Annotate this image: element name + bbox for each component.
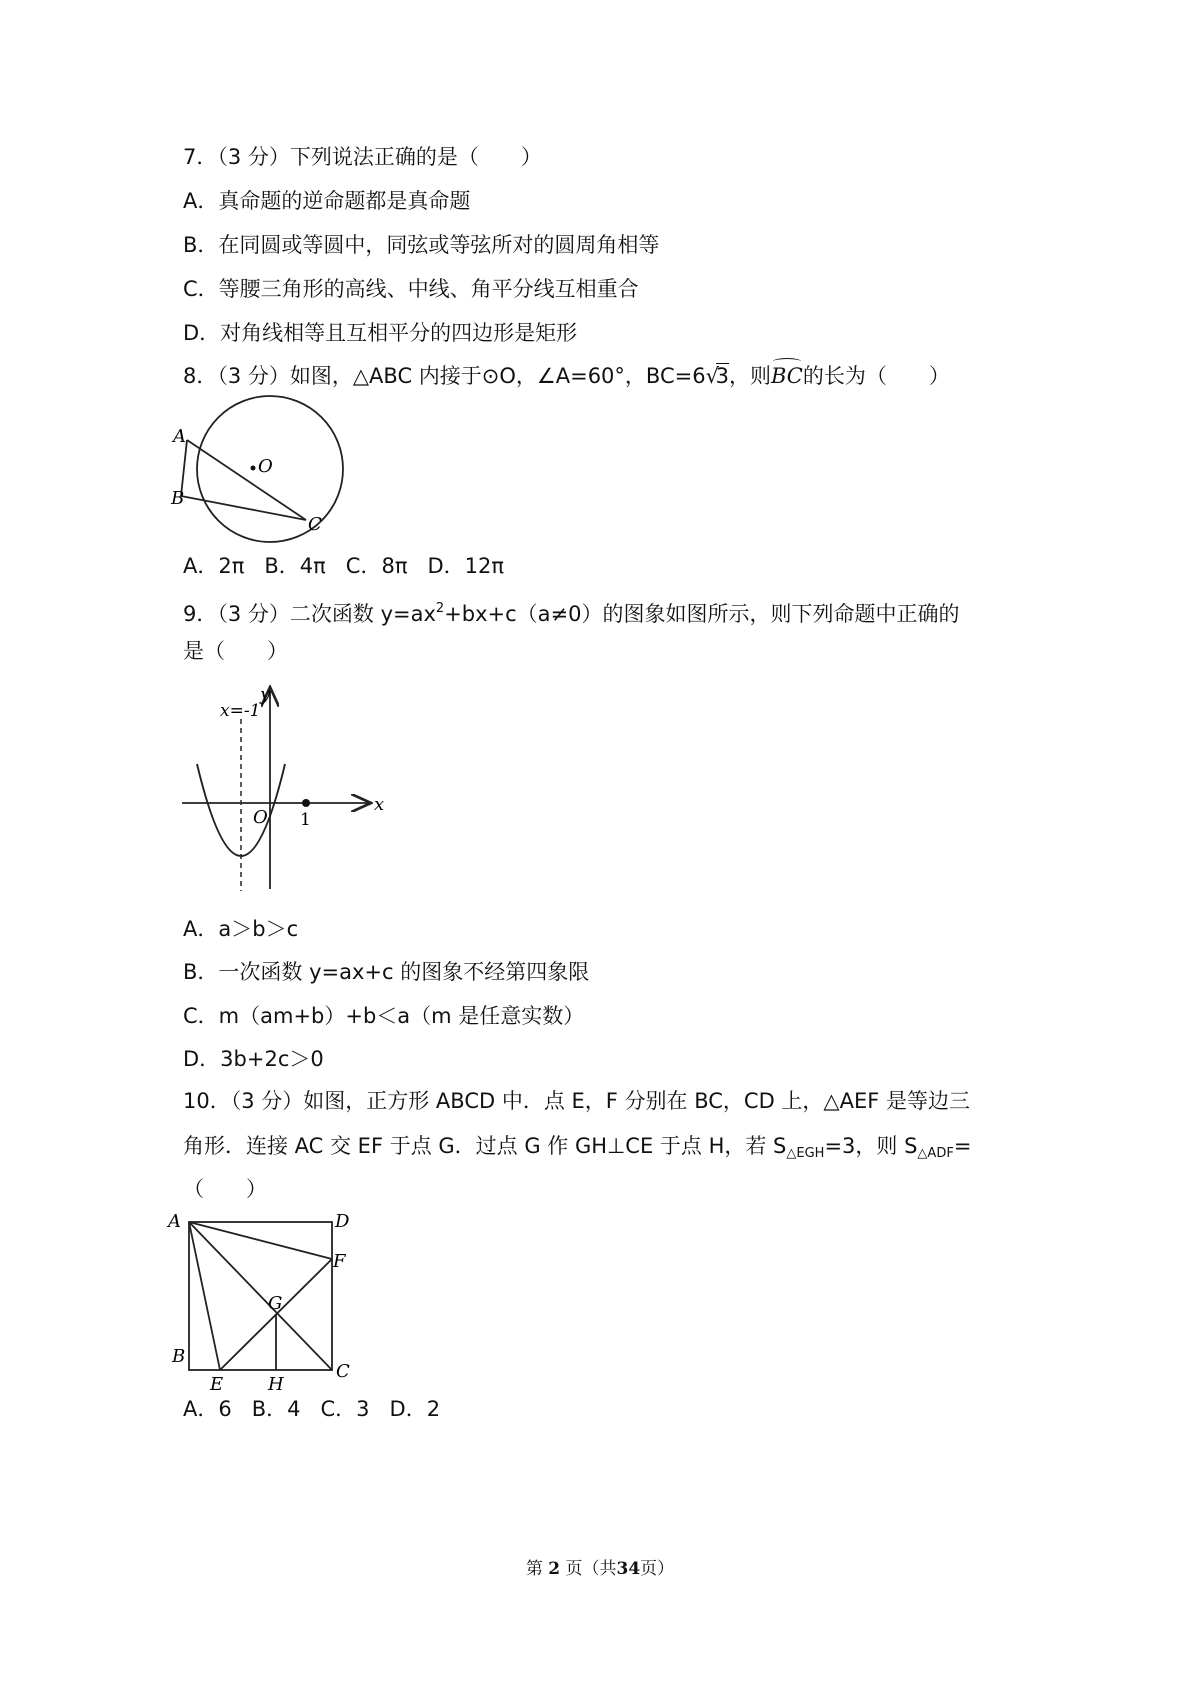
page-number: 2 [548,1559,561,1579]
q9-stem-line2: 是（ ） [183,639,288,663]
q10-stem-line2: 角形．连接 AC 交 EF 于点 G．过点 G 作 GH⊥CE 于点 H，若 $S_{\triangle EGH}=3$，则 $S_{\triangle ADF}=$ [183,1134,972,1161]
label-axis-x-neg1: x=-1 [220,701,261,721]
q7-option-d: D．对角线相等且互相平分的四边形是矩形 [183,321,578,345]
q10-option-a: A．6 [183,1397,232,1421]
q10-square-figure [168,1211,374,1395]
q8-options [183,552,524,580]
q10-option-b: B．4 [251,1397,301,1421]
diagonal-ac [189,1222,332,1370]
q10-options [183,1395,460,1423]
label-o: O [258,456,273,477]
label-a: A [173,426,186,447]
q10-stem-line1: 10．（3 分）如图，正方形 ABCD 中．点 E，F 分别在 BC，CD 上，△AEF 是等边三 [183,1089,970,1113]
label-origin: O [253,807,268,828]
arc-bc: BC [771,362,803,390]
q7-option-b: B．在同圆或等圆中，同弦或等弦所对的圆周角相等 [183,233,660,257]
label-c: C [308,514,322,535]
label-e: E [210,1374,224,1395]
label-c: C [336,1361,350,1382]
label-d: D [335,1211,350,1232]
label-a: A [168,1211,181,1232]
q9-option-b: B．一次函数 y=ax+c 的图象不经第四象限 [183,960,590,984]
label-b: B [171,488,185,509]
segment-af [189,1222,332,1259]
q9-option-c: C．m（am+b）+b＜a（m 是任意实数） [183,1004,585,1028]
q9-option-a: A．a＞b＞c [183,917,299,941]
label-f: F [333,1251,346,1272]
q8-stem: 8．（3 分）如图，△ABC 内接于⊙O，∠A=60°，BC=6 √ 3，则 BC的长为（ ） [183,362,950,390]
center-dot [251,466,256,471]
q8-option-a: A．2π [183,554,245,578]
page-footer: 第 2 页（共34页） [525,1559,675,1579]
q10-option-d: D．2 [389,1397,441,1421]
label-h: H [268,1374,284,1395]
q7-option-c: C．等腰三角形的高线、中线、角平分线互相重合 [183,277,639,301]
q8-circle-figure [171,396,365,546]
q9-stem: 9．（3 分）二次函数 $y=ax^2+bx+c(a\ne 0)$的图象如图所示，则下列命题中正确的 [183,601,960,626]
q10-stem-line3: （ ） [183,1177,267,1201]
q7-option-a: A．真命题的逆命题都是真命题 [183,189,471,213]
q10-option-c: C．3 [320,1397,370,1421]
label-b: B [172,1346,186,1367]
q7-stem: 7．（3 分）下列说法正确的是（ ） [183,145,542,169]
sqrt-symbol: √ 3 [705,364,729,388]
label-x: x [374,794,385,815]
q8-option-d: D．12π [427,554,505,578]
label-y: y [260,684,271,705]
q8-option-c: C．8π [345,554,408,578]
label-one: 1 [300,810,311,830]
q8-option-b: B．4π [264,554,326,578]
label-g: G [268,1293,283,1314]
q9-parabola-figure [175,683,415,898]
q9-option-d: D．3b+2c＞0 [183,1047,324,1071]
segment-ae [189,1222,220,1370]
point-one [302,799,310,807]
total-pages: 34 [616,1559,641,1579]
